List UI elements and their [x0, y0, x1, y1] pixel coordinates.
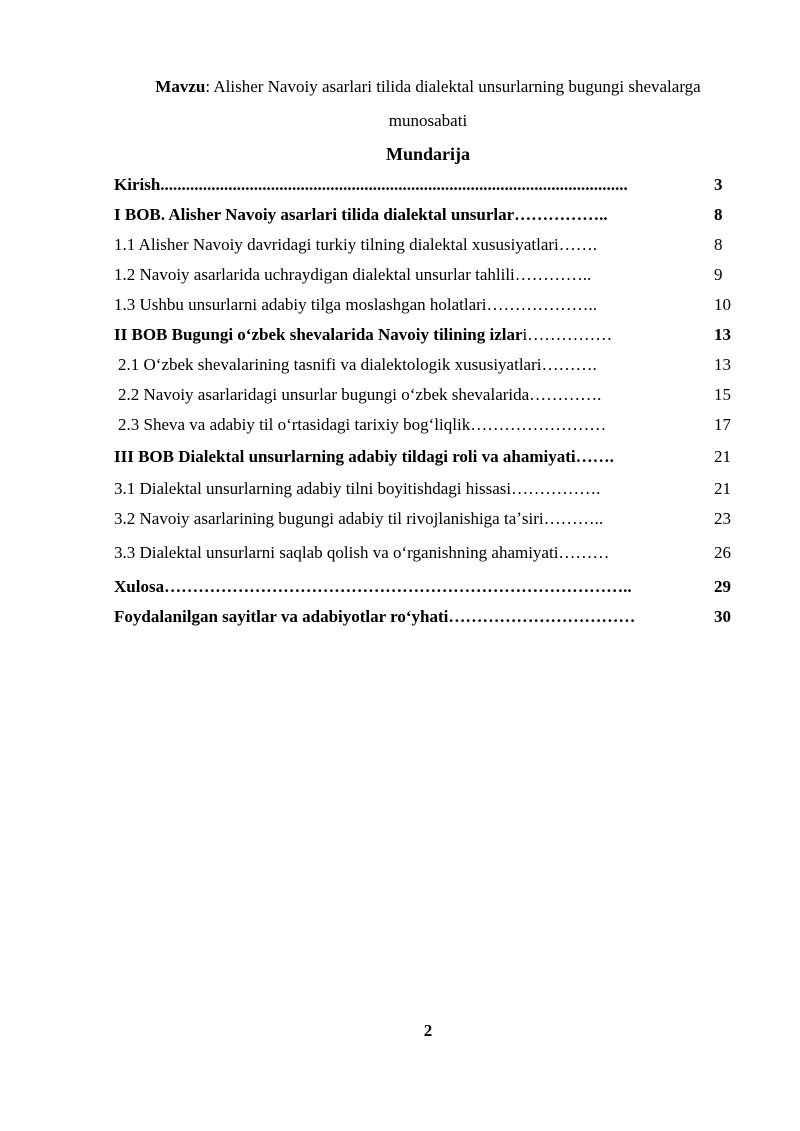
- toc-entry-chapter-3: [114, 446, 744, 468]
- toc-entry-label: Foydalanilgan sayitlar va adabiyotlar roʻyhati……………………………: [114, 607, 636, 626]
- toc-entry-3-3: [114, 542, 744, 564]
- toc-entry-chapter-1: [114, 204, 744, 226]
- toc-entry-1-3: [114, 294, 744, 316]
- toc-entry-page: 15: [714, 385, 731, 404]
- toc-entry-page: 10: [714, 295, 731, 314]
- toc-entry-label: 1.2 Navoiy asarlarida uchraydigan dialektal unsurlar tahlili…………..: [114, 265, 592, 284]
- toc-entry-label: [114, 324, 612, 346]
- toc-entry-label: I BOB. Alisher Navoiy asarlari tilida dialektal unsurlar……………..: [114, 205, 608, 224]
- toc-entry-page: 30: [714, 607, 731, 626]
- toc-entry-label: 2.3 Sheva va adabiy til oʻrtasidagi tarixiy bogʻliqlik……………………: [118, 415, 607, 434]
- toc-entry-1-1: [114, 234, 744, 256]
- toc-entry-page: 21: [714, 447, 731, 466]
- toc-entry-2-1: [114, 354, 744, 376]
- toc-entry-3-2: [114, 508, 744, 530]
- toc-entry-label: 2.1 Oʻzbek shevalarining tasnifi va dialektologik xususiyatlari……….: [118, 355, 597, 374]
- toc-entry-2-2: [114, 384, 744, 406]
- toc-entry-label: Xulosa………………………………………………………………………..: [114, 577, 632, 596]
- toc-entry-label-rest: i……………: [522, 325, 613, 344]
- toc-entry-3-1: [114, 478, 744, 500]
- topic-label: Mavzu: [155, 77, 206, 96]
- toc-entry-page: 21: [714, 479, 731, 498]
- toc-entry-page: 13: [714, 325, 731, 344]
- toc-entry-kirish: [114, 174, 744, 196]
- toc-entry-label: 3.3 Dialektal unsurlarni saqlab qolish va oʻrganishning ahamiyati………: [114, 543, 610, 562]
- toc-entry-label-bold: II BOB Bugungi oʻzbek shevalarida Navoiy tilining izlar: [114, 325, 523, 344]
- toc-entry-label: 3.2 Navoiy asarlarining bugungi adabiy til rivojlanishiga taʼsiri………..: [114, 509, 604, 528]
- toc-entry-label: 1.3 Ushbu unsurlarni adabiy tilga moslashgan holatlari………………..: [114, 295, 598, 314]
- toc-entry-references: [114, 606, 744, 628]
- toc-entry-label: 2.2 Navoiy asarlaridagi unsurlar bugungi oʻzbek shevalarida………….: [118, 385, 602, 404]
- topic-title: [0, 76, 800, 98]
- toc-entry-page: 13: [714, 355, 731, 374]
- toc-entry-page: 17: [714, 415, 731, 434]
- toc-entry-page: 3: [714, 175, 723, 194]
- toc-entry-1-2: [114, 264, 744, 286]
- page-number: 2: [423, 1021, 433, 1040]
- toc-entry-page: 8: [714, 235, 723, 254]
- toc-entry-page: 8: [714, 205, 723, 224]
- topic-text: : Alisher Navoiy asarlari tilida dialektal unsurlarning bugungi shevalarga: [205, 77, 701, 96]
- toc-entry-label: 3.1 Dialektal unsurlarning adabiy tilni boyitishdagi hissasi…………….: [114, 479, 601, 498]
- toc-entry-page: 23: [714, 509, 731, 528]
- toc-entry-2-3: [114, 414, 744, 436]
- toc-heading: Mundarija: [385, 144, 470, 164]
- toc-entry-page: 9: [714, 265, 723, 284]
- toc-entry-page: 29: [714, 577, 731, 596]
- toc-entry-chapter-2: [114, 324, 744, 346]
- toc-entry-label: Kirish..............................................................................................................: [114, 175, 628, 194]
- toc-entry-xulosa: [114, 576, 744, 598]
- toc-entry-label: 1.1 Alisher Navoiy davridagi turkiy tilning dialektal xususiyatlari…….: [114, 235, 598, 254]
- toc-entry-label: III BOB Dialektal unsurlarning adabiy tildagi roli va ahamiyati…….: [114, 447, 614, 466]
- toc-entry-page: 26: [714, 543, 731, 562]
- topic-title-continuation: munosabati: [388, 111, 468, 130]
